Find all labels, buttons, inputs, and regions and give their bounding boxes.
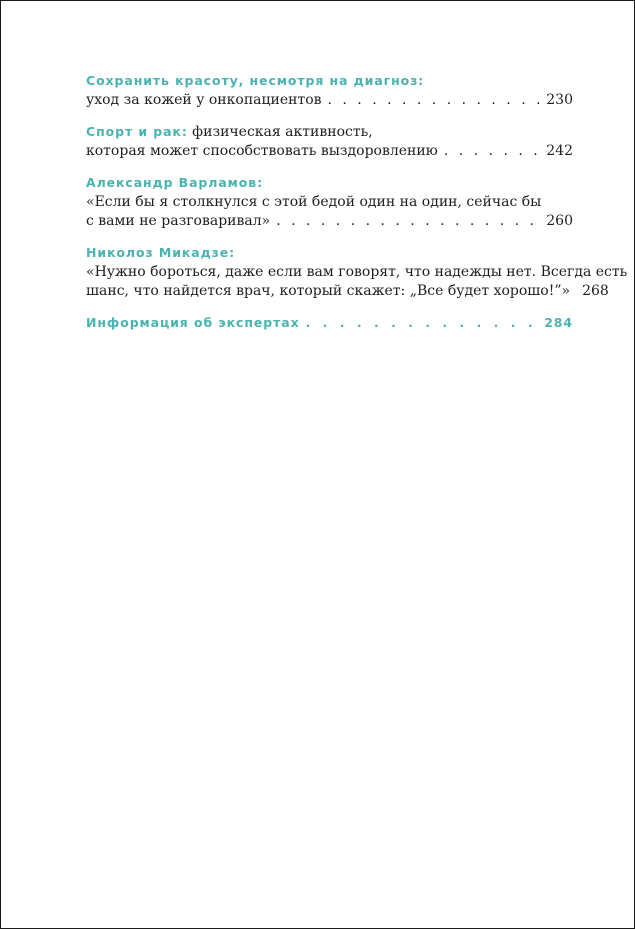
toc-entry-quote-line: «Нужно бороться, даже если вам говорят, что надежды нет. Всегда есть [86, 264, 628, 280]
toc-entry-line [86, 313, 573, 333]
toc-page-number: 268 [582, 283, 609, 299]
toc-entry-line [86, 212, 573, 231]
toc-entry-mikadze[interactable] [86, 243, 628, 301]
toc-page-number: 242 [546, 143, 573, 159]
toc-entry-quote-line: «Если бы я столкнулся с этой бедой один на один, сейчас бы [86, 194, 542, 210]
toc-page-number: 230 [546, 92, 573, 108]
toc-entry-title: Информация об экспертах [86, 315, 300, 330]
toc-entry-subtitle: уход за кожей у онкопациентов [86, 92, 322, 108]
toc-entry-title: Александр Варламов: [86, 175, 263, 190]
dot-leader [444, 142, 540, 161]
toc-entry-title: Сохранить красоту, несмотря на диагноз: [86, 73, 425, 88]
toc-entry-beauty[interactable] [86, 71, 573, 110]
toc-entry-title: Спорт и рак: [86, 124, 188, 139]
toc-page-number: 284 [544, 315, 573, 330]
toc-entry-title: Николоз Микадзе: [86, 245, 236, 260]
toc-entry-line [86, 142, 573, 161]
toc-entry-varlamov[interactable] [86, 173, 573, 231]
toc-entry-quote-end: шанс, что найдется врач, который скажет: „Все будет хорошо!”» [86, 283, 571, 299]
toc-entry-first-line [86, 122, 573, 142]
toc-entry-quote-end: с вами не разговаривал» [86, 213, 271, 229]
table-of-contents [86, 71, 628, 345]
toc-entry-experts[interactable] [86, 313, 573, 333]
toc-entry-line [86, 91, 573, 110]
dot-leader [276, 212, 540, 231]
toc-entry-subtitle-part: физическая активность, [187, 124, 373, 140]
toc-entry-line [86, 282, 609, 301]
dot-leader [328, 91, 541, 110]
toc-entry-sport[interactable] [86, 122, 573, 161]
toc-page-number: 260 [546, 213, 573, 229]
toc-entry-subtitle: которая может способствовать выздоровлению [86, 143, 438, 159]
dot-leader [306, 313, 539, 333]
